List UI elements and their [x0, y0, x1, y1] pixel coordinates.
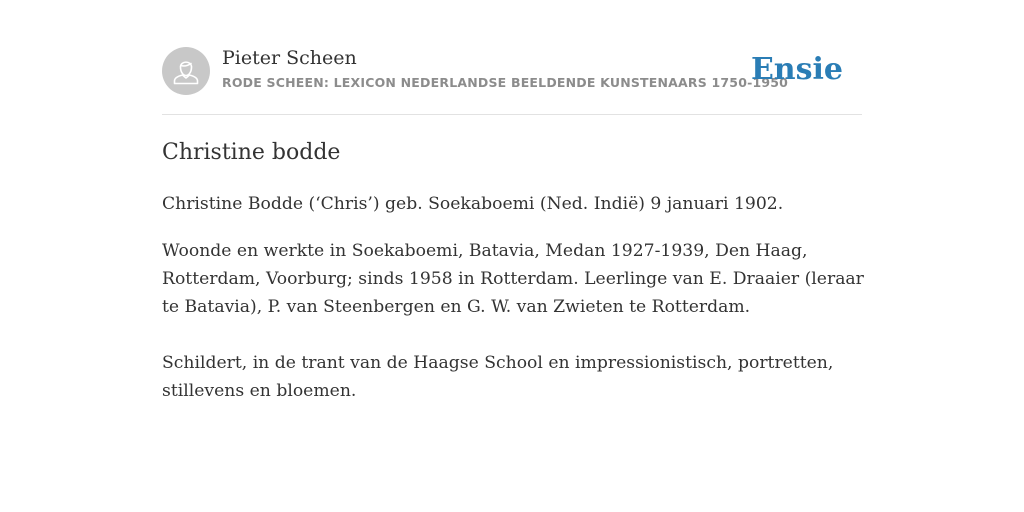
entry-body — [162, 190, 864, 405]
page-title: Christine bodde — [162, 140, 341, 165]
source-title[interactable]: RODE SCHEEN: LEXICON NEDERLANDSE BEELDENDE KUNSTENAARS 1750-1950 — [222, 75, 789, 90]
paragraph: Schildert, in de trant van de Haagse School en impressionistisch, portretten, stillevens en bloemen. — [162, 353, 834, 401]
paragraph: Christine Bodde (‘Chris’) geb. Soekaboemi (Ned. Indië) 9 januari 1902. — [162, 194, 784, 214]
author-name[interactable]: Pieter Scheen — [222, 47, 357, 69]
entry-header — [162, 46, 862, 115]
user-avatar-icon[interactable] — [162, 47, 210, 95]
paragraph: Woonde en werkte in Soekaboemi, Batavia, Medan 1927-1939, Den Haag, Rotterdam, Voorburg; sinds 1958 in Rotterdam. Leerlinge van E. Draaier (leraar te Batavia), P. van Steenbergen en G. W. van Zwieten te Rotterdam. — [162, 241, 864, 317]
ensie-logo[interactable]: Ensie — [750, 52, 843, 87]
